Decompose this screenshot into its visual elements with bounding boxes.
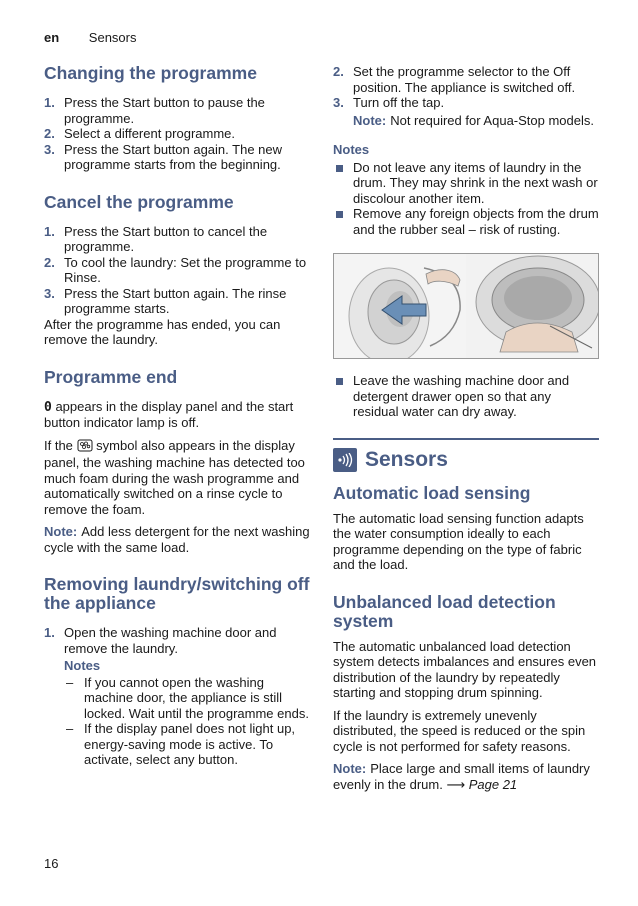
sensor-wave-icon [333, 448, 357, 472]
paragraph-text: If the [44, 437, 73, 453]
list-item [44, 95, 310, 126]
paragraph-text: symbol also appears in the display panel, the washing machine has detected too much foam during the wash programme and automatically switched on a rinse cycle to remove the foam. [44, 437, 305, 517]
step-text: Set the programme selector to the Off position. The appliance is switched off. [353, 64, 576, 95]
right-column [333, 64, 599, 813]
step-number: 2. [44, 254, 55, 270]
note [333, 761, 599, 793]
note-text: Place large and small items of laundry evenly in the drum. [333, 761, 590, 792]
page-reference-link[interactable]: Page 21 [468, 776, 518, 792]
section-automatic-load-sensing [333, 484, 599, 573]
section-changing-programme [44, 64, 310, 173]
step-number: 2. [333, 64, 344, 79]
bullet-list [333, 160, 599, 238]
step-text: Press the Start button to cancel the programme. [64, 223, 268, 254]
page-header [44, 30, 137, 46]
list-item [44, 625, 310, 768]
foam-icon [77, 439, 93, 456]
step-number: 1. [44, 223, 55, 239]
step-text: Press the Start button to pause the programme. [64, 95, 265, 126]
list-item: – If you cannot open the washing machine door, the appliance is still locked. Wait until the programme ends. [64, 675, 310, 722]
list-item [44, 224, 310, 255]
section-title: Automatic load sensing [333, 482, 531, 503]
paragraph [44, 438, 310, 518]
step-number: 2. [44, 126, 55, 141]
sensors-heading [333, 438, 599, 472]
step-text: Open the washing machine door and remove the laundry. [64, 625, 277, 656]
list-item [333, 95, 599, 128]
language-code: en [44, 30, 60, 45]
section-programme-end [44, 368, 310, 556]
paragraph: After the programme has ended, you can remove the laundry. [44, 316, 281, 347]
note-label: Note: [353, 112, 387, 128]
note-label: Note: [333, 761, 367, 776]
list-item: Remove any foreign objects from the drum and the rubber seal – risk of rusting. [333, 206, 599, 237]
step-text: Press the Start button again. The new programme starts from the beginning. [64, 141, 283, 172]
step-number: 1. [44, 95, 55, 110]
note [353, 113, 599, 129]
step-text: To cool the laundry: Set the programme to Rinse. [64, 254, 307, 285]
list-item [44, 255, 310, 286]
section-title: Removing laundry/switching off the appliance [44, 574, 310, 613]
section-cancel-programme [44, 193, 310, 348]
note-text: Add less detergent for the next washing cycle with the same load. [44, 524, 310, 555]
step-text: Press the Start button again. The rinse programme starts. [64, 285, 287, 316]
page-number: 16 [44, 856, 59, 871]
list-item: Do not leave any items of laundry in the drum. They may shrink in the next wash or discolour another item. [333, 160, 599, 207]
sensors-title: Sensors [365, 447, 448, 471]
step-number: 3. [44, 285, 55, 301]
paragraph: The automatic unbalanced load detection system detects imbalances and ensures even distribution of the laundry by repeatedly starting and stopping drum spinning. [333, 638, 597, 700]
steps-list [44, 224, 310, 317]
header-section: Sensors [88, 30, 137, 45]
list-item [44, 286, 310, 317]
left-column [44, 64, 310, 788]
paragraph: The automatic load sensing function adapts the water consumption ideally to each programme depending on the type of fabric and the load. [333, 510, 584, 572]
notes-label: Notes [333, 142, 370, 157]
dash-list [64, 675, 310, 768]
steps-list [44, 95, 310, 173]
list-item: – If the display panel does not light up, energy-saving mode is active. To activate, select any button. [64, 721, 310, 768]
step-number: 1. [44, 625, 55, 640]
step-text: Select a different programme. [64, 126, 236, 141]
note-label: Note: [44, 524, 78, 539]
list-item: Leave the washing machine door and detergent drawer open so that any residual water can dry away. [333, 373, 599, 420]
note [44, 524, 310, 555]
display-zero-icon: 0 [44, 399, 52, 415]
paragraph-text: appears in the display panel and the start button indicator lamp is off. [44, 398, 294, 430]
note-text: Not required for Aqua-Stop models. [390, 112, 594, 128]
section-unbalanced-load [333, 593, 599, 794]
bullet-list [333, 373, 599, 420]
step-text: Turn off the tap. [353, 95, 445, 110]
notes-label: Notes [64, 658, 101, 673]
section-title: Changing the programme [44, 63, 257, 83]
arrow-icon: ⟶ [446, 777, 466, 793]
section-title: Cancel the programme [44, 191, 234, 212]
washing-machine-illustration [333, 253, 599, 359]
paragraph: If the laundry is extremely unevenly distributed, the speed is reduced or the spin cycle is not performed for safety reasons. [333, 707, 586, 754]
section-title: Programme end [44, 366, 178, 387]
section-title: Unbalanced load detection system [333, 591, 556, 631]
step-number: 3. [44, 141, 55, 157]
drawer-seal-image [466, 254, 598, 358]
section-removing-laundry [44, 575, 310, 768]
paragraph [44, 399, 310, 431]
steps-list [44, 625, 310, 768]
list-item [44, 142, 310, 173]
step-number: 3. [333, 95, 344, 110]
door-open-image [334, 254, 466, 358]
list-item [333, 64, 599, 95]
list-item [44, 126, 310, 142]
steps-list [333, 64, 599, 128]
